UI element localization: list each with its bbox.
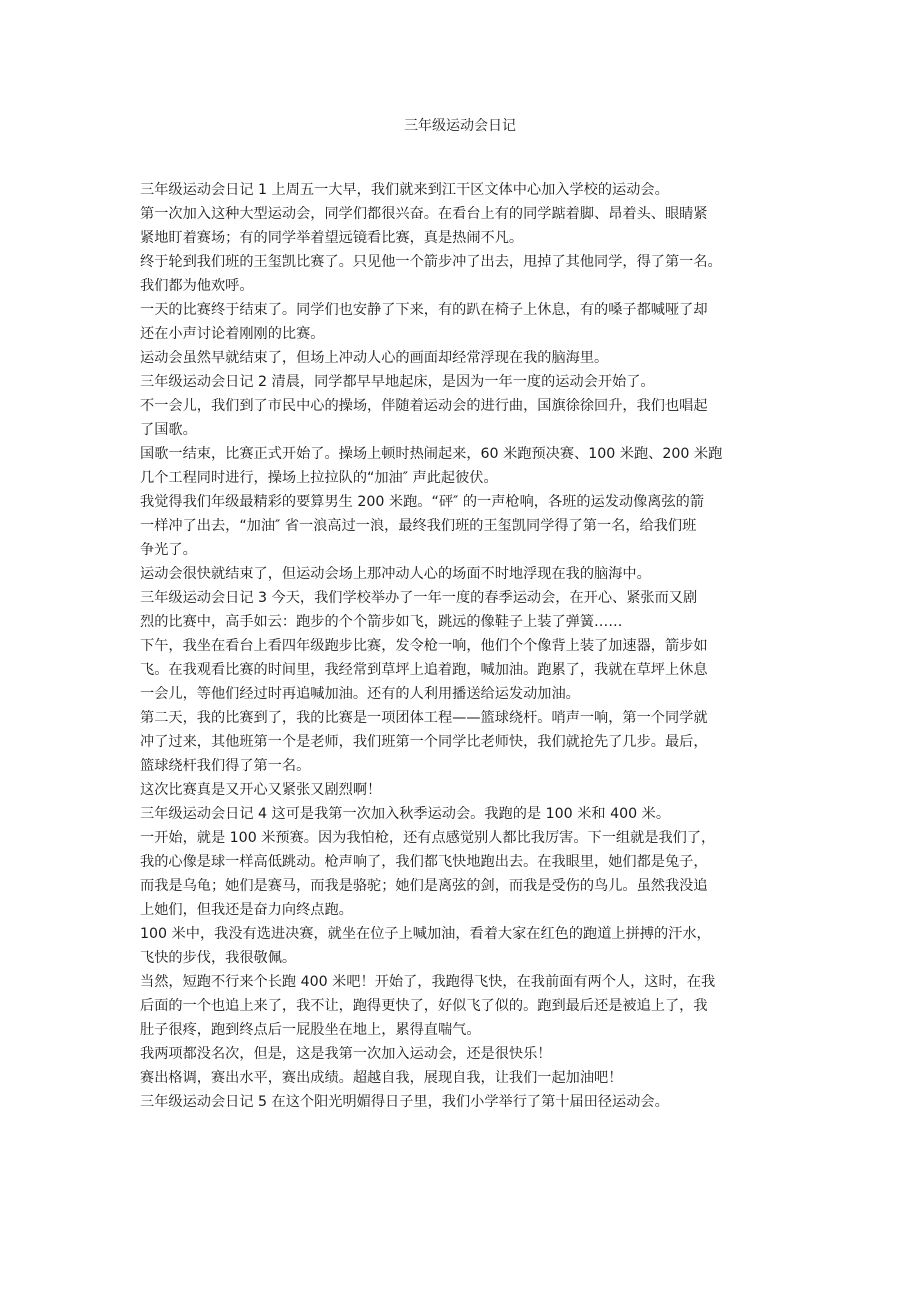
text-line: 后面的一个也追上来了，我不让，跑得更快了，好似飞了似的。跑到最后还是被追上了，我	[140, 998, 708, 1014]
text-line: 三年级运动会日记 2 清晨，同学都早早地起床，是因为一年一度的运动会开始了。	[140, 374, 655, 390]
text-line: 了国歌。	[140, 422, 197, 438]
text-line: 上她们，但我还是奋力向终点跑。	[140, 902, 353, 918]
text-line: 下午，我坐在看台上看四年级跑步比赛，发令枪一响，他们个个像背上装了加速器，箭步如	[140, 638, 708, 654]
text-line: 我觉得我们年级最精彩的要算男生 200 米跑。“砰″ 的一声枪响，各班的运发动像离弦的箭	[140, 494, 705, 510]
text-line: 几个工程同时进行，操场上拉拉队的“加油″ 声此起彼伏。	[140, 470, 498, 486]
text-line: 一天的比赛终于结束了。同学们也安静了下来，有的趴在椅子上休息，有的嗓子都喊哑了却	[140, 302, 708, 318]
text-line: 三年级运动会日记 4 这可是我第一次加入秋季运动会。我跑的是 100 米和 400 米。	[140, 806, 671, 822]
text-line: 第二天，我的比赛到了，我的比赛是一项团体工程——篮球绕杆。哨声一响，第一个同学就	[140, 710, 708, 726]
text-line: 还在小声讨论着刚刚的比赛。	[140, 326, 325, 342]
text-line: 烈的比赛中，高手如云：跑步的个个箭步如飞，跳远的像鞋子上装了弹簧……	[140, 614, 623, 630]
text-line: 100 米中，我没有选进决赛，就坐在位子上喊加油，看着大家在红色的跑道上拼搏的汗水，	[140, 926, 711, 942]
text-line: 我们都为他欢呼。	[140, 278, 254, 294]
document-body	[140, 178, 795, 1114]
text-line: 不一会儿，我们到了市民中心的操场，伴随着运动会的进行曲，国旗徐徐回升，我们也唱起	[140, 398, 708, 414]
text-line: 当然，短跑不行来个长跑 400 米吧！开始了，我跑得飞快，在我前面有两个人，这时，在我	[140, 974, 716, 990]
document-title: 三年级运动会日记	[404, 118, 516, 134]
text-line: 三年级运动会日记 5 在这个阳光明媚得日子里，我们小学举行了第十届田径运动会。	[140, 1094, 669, 1110]
text-line: 三年级运动会日记 3 今天，我们学校举办了一年一度的春季运动会，在开心、紧张而又剧	[140, 590, 698, 606]
text-line: 第一次加入这种大型运动会，同学们都很兴奋。在看台上有的同学踮着脚、昂着头、眼睛紧	[140, 206, 708, 222]
text-line: 运动会虽然早就结束了，但场上冲动人心的画面却经常浮现在我的脑海里。	[140, 350, 609, 366]
text-line: 冲了过来，其他班第一个是老师，我们班第一个同学比老师快，我们就抢先了几步。最后，	[140, 734, 708, 750]
text-line: 一样冲了出去，“加油″ 省一浪高过一浪，最终我们班的王玺凯同学得了第一名，给我们班	[140, 518, 697, 534]
text-line: 这次比赛真是又开心又紧张又剧烈啊！	[140, 782, 382, 798]
text-line: 而我是乌龟；她们是赛马，而我是骆驼；她们是离弦的剑，而我是受伤的鸟儿。虽然我没追	[140, 878, 708, 894]
text-line: 飞快的步伐，我很敬佩。	[140, 950, 297, 966]
text-line: 一会儿，等他们经过时再追喊加油。还有的人利用播送给运发动加油。	[140, 686, 580, 702]
text-line: 争光了。	[140, 542, 197, 558]
text-line: 终于轮到我们班的王玺凯比赛了。只见他一个箭步冲了出去，甩掉了其他同学，得了第一名。	[140, 254, 722, 270]
text-line: 我的心像是球一样高低跳动。枪声响了，我们都飞快地跑出去。在我眼里，她们都是兔子，	[140, 854, 708, 870]
text-line: 三年级运动会日记 1 上周五一大早，我们就来到江干区文体中心加入学校的运动会。	[140, 182, 669, 198]
text-line: 运动会很快就结束了，但运动会场上那冲动人心的场面不时地浮现在我的脑海中。	[140, 566, 651, 582]
text-line: 国歌一结束，比赛正式开始了。操场上顿时热闹起来，60 米跑预决赛、100 米跑、200 米跑	[140, 446, 723, 462]
text-line: 篮球绕杆我们得了第一名。	[140, 758, 311, 774]
text-line: 飞。在我观看比赛的时间里，我经常到草坪上追着跑，喊加油。跑累了，我就在草坪上休息	[140, 662, 708, 678]
text-line: 赛出格调，赛出水平，赛出成绩。超越自我，展现自我，让我们一起加油吧！	[140, 1070, 623, 1086]
text-line: 一开始，就是 100 米预赛。因为我怕枪，还有点感觉别人都比我厉害。下一组就是我们了，	[140, 830, 716, 846]
text-line: 紧地盯着赛场；有的同学举着望远镜看比赛，真是热闹不凡。	[140, 230, 524, 246]
text-line: 我两项都没名次，但是，这是我第一次加入运动会，还是很快乐！	[140, 1046, 552, 1062]
text-line: 肚子很疼，跑到终点后一屁股坐在地上，累得直喘气。	[140, 1022, 481, 1038]
